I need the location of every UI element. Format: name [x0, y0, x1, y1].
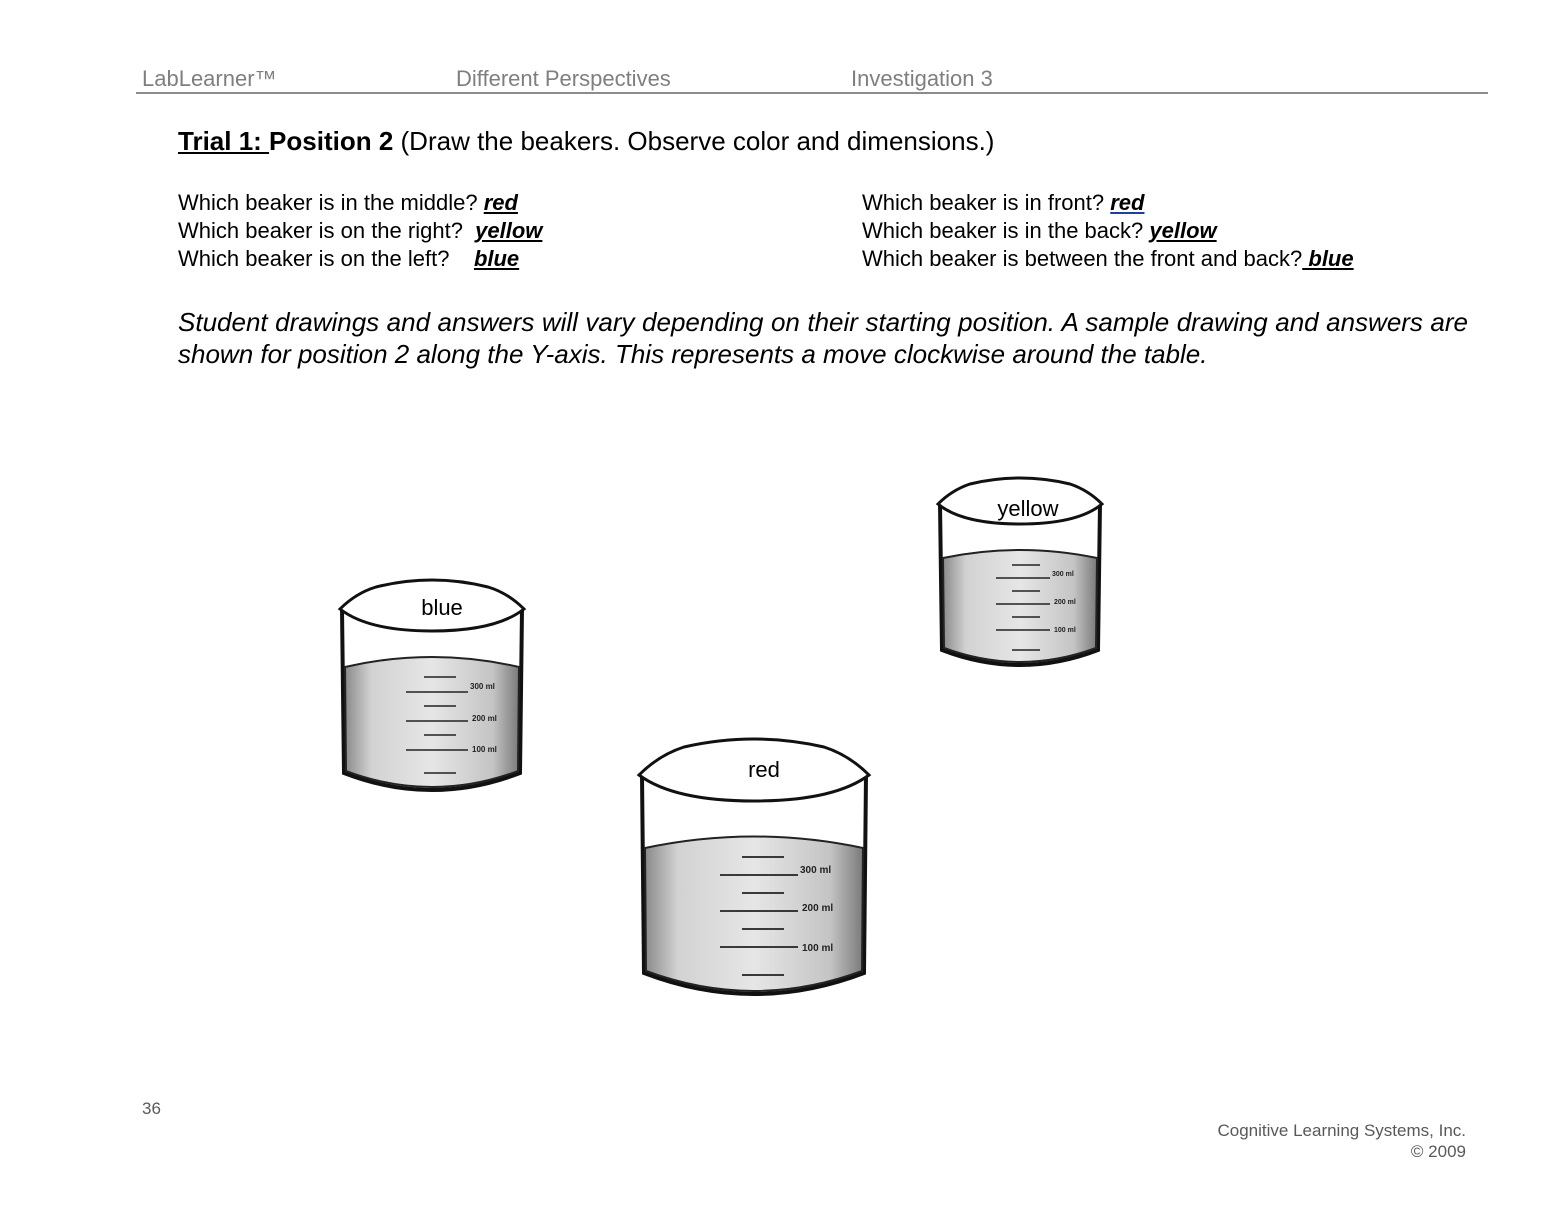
beaker-label: yellow — [997, 496, 1059, 521]
question-front — [862, 189, 1354, 217]
beaker-label: blue — [421, 595, 463, 620]
question-left — [178, 245, 542, 273]
answer-text: yellow — [1149, 218, 1217, 243]
volume-mark: 300 ml — [800, 865, 832, 876]
answer-text: red — [1110, 190, 1145, 215]
volume-mark: 100 ml — [472, 745, 497, 754]
header-unit-title: Different Perspectives — [456, 66, 671, 91]
beaker-red — [634, 733, 874, 1013]
header-brand: LabLearner™ — [142, 66, 277, 91]
question-between — [862, 245, 1354, 273]
trial-title — [178, 126, 994, 157]
question-back — [862, 217, 1354, 245]
volume-mark: 200 ml — [1054, 599, 1076, 606]
answer-text: red — [483, 190, 518, 215]
answer-text: blue — [1302, 246, 1354, 271]
header-rule — [136, 92, 1488, 94]
questions-right — [862, 189, 1354, 273]
question-text: Which beaker is in front? — [862, 190, 1111, 215]
question-text: Which beaker is on the right? — [178, 218, 476, 243]
volume-mark: 300 ml — [1052, 571, 1074, 578]
question-text: Which beaker is in the middle? — [178, 190, 484, 215]
beaker-label: red — [748, 757, 780, 782]
volume-mark: 100 ml — [1054, 627, 1076, 634]
sample-note: Student drawings and answers will vary depending on their starting position. A sample drawing and answers are shown for position 2 along the Y-axis. This represents a move clockwise around the table. — [178, 307, 1468, 369]
volume-mark: 200 ml — [472, 714, 497, 723]
trial-instruction: (Draw the beakers. Observe color and dimensions.) — [393, 126, 995, 156]
question-text: Which beaker is in the back? — [862, 218, 1150, 243]
question-text: Which beaker is between the front and back? — [862, 246, 1303, 271]
answer-text: blue — [473, 246, 520, 271]
question-text: Which beaker is on the left? — [178, 246, 474, 271]
volume-mark: 100 ml — [802, 943, 834, 954]
questions-left — [178, 189, 542, 273]
header-investigation: Investigation 3 — [851, 66, 993, 91]
company-name: Cognitive Learning Systems, Inc. — [1217, 1121, 1466, 1140]
page-number: 36 — [142, 1099, 161, 1118]
beaker-yellow — [934, 474, 1106, 676]
trial-label: Trial 1: — [178, 126, 270, 156]
footer-credit — [1217, 1120, 1466, 1162]
answer-text: yellow — [475, 218, 543, 243]
copyright: © 2009 — [1410, 1142, 1466, 1161]
volume-mark: 200 ml — [802, 903, 834, 914]
volume-mark: 300 ml — [470, 682, 495, 691]
beaker-blue — [336, 575, 528, 803]
question-right — [178, 217, 542, 245]
question-middle — [178, 189, 542, 217]
position-label: Position 2 — [269, 126, 394, 156]
